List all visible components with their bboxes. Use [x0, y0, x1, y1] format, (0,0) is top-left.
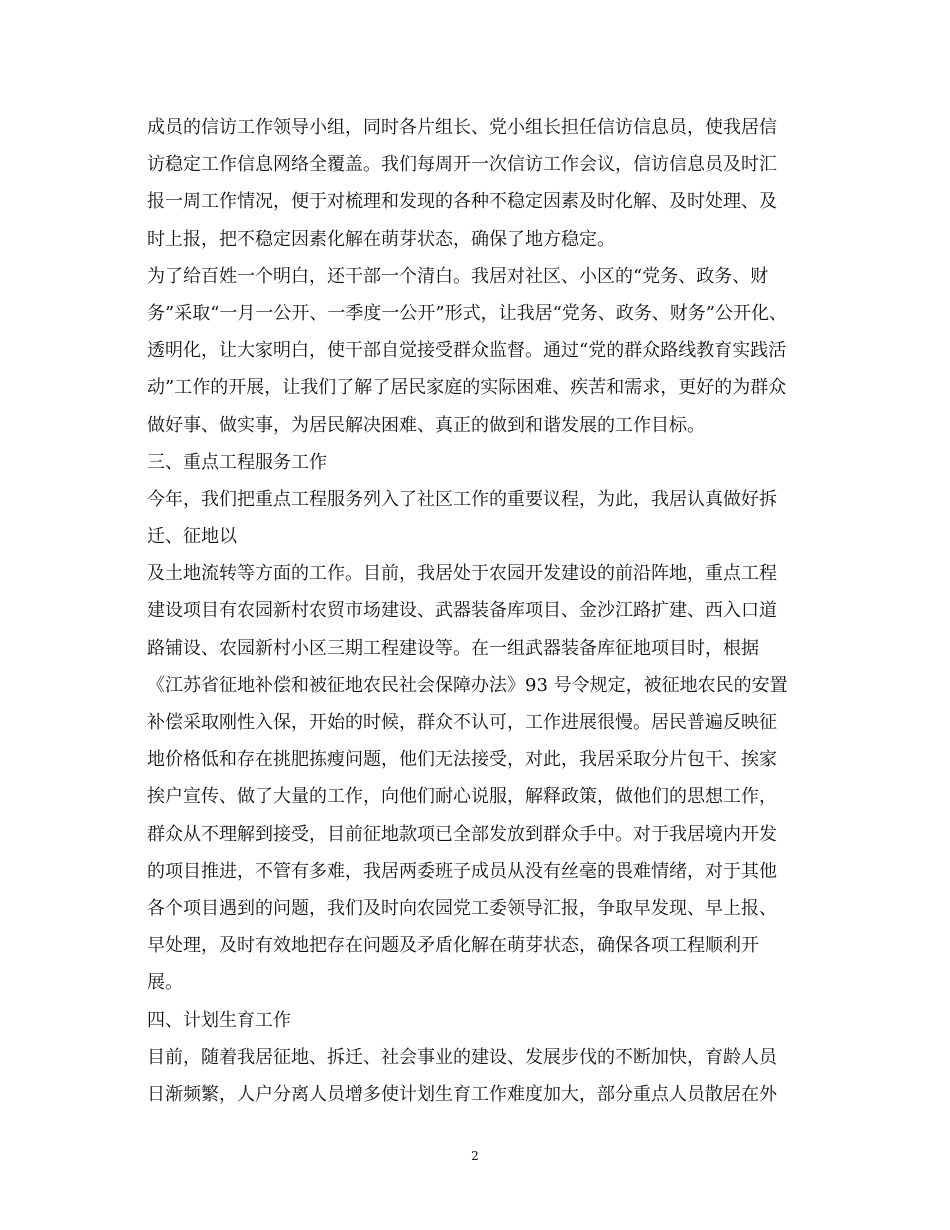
text-line: 成员的信访工作领导小组，同时各片组长、党小组长担任信访信息员，使我居信 — [147, 117, 777, 138]
text-line: 各个项目遇到的问题，我们及时向农园党工委领导汇报，争取早发现、早上报、 — [147, 897, 777, 919]
text-line: 的项目推进，不管有多难，我居两委班子成员从没有丝毫的畏难情绪，对于其他 — [147, 860, 777, 882]
text-line: 做好事、做实事，为居民解决困难、真正的做到和谐发展的工作目标。 — [147, 414, 705, 436]
text-line: 访稳定工作信息网络全覆盖。我们每周开一次信访工作会议，信访信息员及时汇 — [147, 154, 777, 176]
text-line: 日渐频繁，人户分离人员增多使计划生育工作难度加大，部分重点人员散居在外 — [147, 1083, 777, 1105]
section-heading: 三、重点工程服务工作 — [147, 451, 327, 473]
text-line: 务”采取“一月一公开、一季度一公开”形式，让我居“党务、政务、财务”公开化、 — [147, 302, 788, 324]
text-line: 《江苏省征地补偿和被征地农民社会保障办法》93 号令规定，被征地农民的安置 — [147, 674, 788, 696]
text-line: 报一周工作情况，便于对梳理和发现的各种不稳定因素及时化解、及时处理、及 — [147, 191, 777, 213]
page-number: 2 — [471, 1149, 479, 1163]
text-line: 今年，我们把重点工程服务列入了社区工作的重要议程，为此，我居认真做好拆 — [147, 488, 777, 510]
text-line: 建设项目有农园新村农贸市场建设、武器装备库项目、金沙江路扩建、西入口道 — [147, 600, 777, 622]
text-line: 目前，随着我居征地、拆迁、社会事业的建设、发展步伐的不断加快，育龄人员 — [147, 1046, 777, 1068]
text-line: 早处理，及时有效地把存在问题及矛盾化解在萌芽状态，确保各项工程顺利开 — [147, 935, 759, 957]
text-line: 路铺设、农园新村小区三期工程建设等。在一组武器装备库征地项目时，根据 — [147, 637, 759, 659]
text-line: 动”工作的开展，让我们了解了居民家庭的实际困难、疾苦和需求，更好的为群众 — [147, 377, 787, 399]
text-line: 透明化，让大家明白，使干部自觉接受群众监督。通过“党的群众路线教育实践活 — [147, 340, 787, 362]
text-line: 挨户宣传、做了大量的工作，向他们耐心说服，解释政策，做他们的思想工作， — [147, 786, 777, 808]
text-line: 展。 — [147, 972, 183, 994]
text-line: 地价格低和存在挑肥拣瘦问题，他们无法接受，对此，我居采取分片包干、挨家 — [147, 749, 777, 771]
section-heading: 四、计划生育工作 — [147, 1009, 291, 1031]
text-line: 迁、征地以 — [147, 526, 237, 548]
document-body — [147, 109, 817, 1113]
text-line: 群众从不理解到接受，目前征地款项已全部发放到群众手中。对于我居境内开发 — [147, 823, 777, 845]
text-line: 及土地流转等方面的工作。目前，我居处于农园开发建设的前沿阵地，重点工程 — [147, 563, 777, 585]
text-line: 为了给百姓一个明白，还干部一个清白。我居对社区、小区的“党务、政务、财 — [147, 265, 769, 287]
text-line: 时上报，把不稳定因素化解在萌芽状态，确保了地方稳定。 — [147, 228, 615, 250]
text-line: 补偿采取刚性入保，开始的时候，群众不认可，工作进展很慢。居民普遍反映征 — [147, 712, 777, 733]
